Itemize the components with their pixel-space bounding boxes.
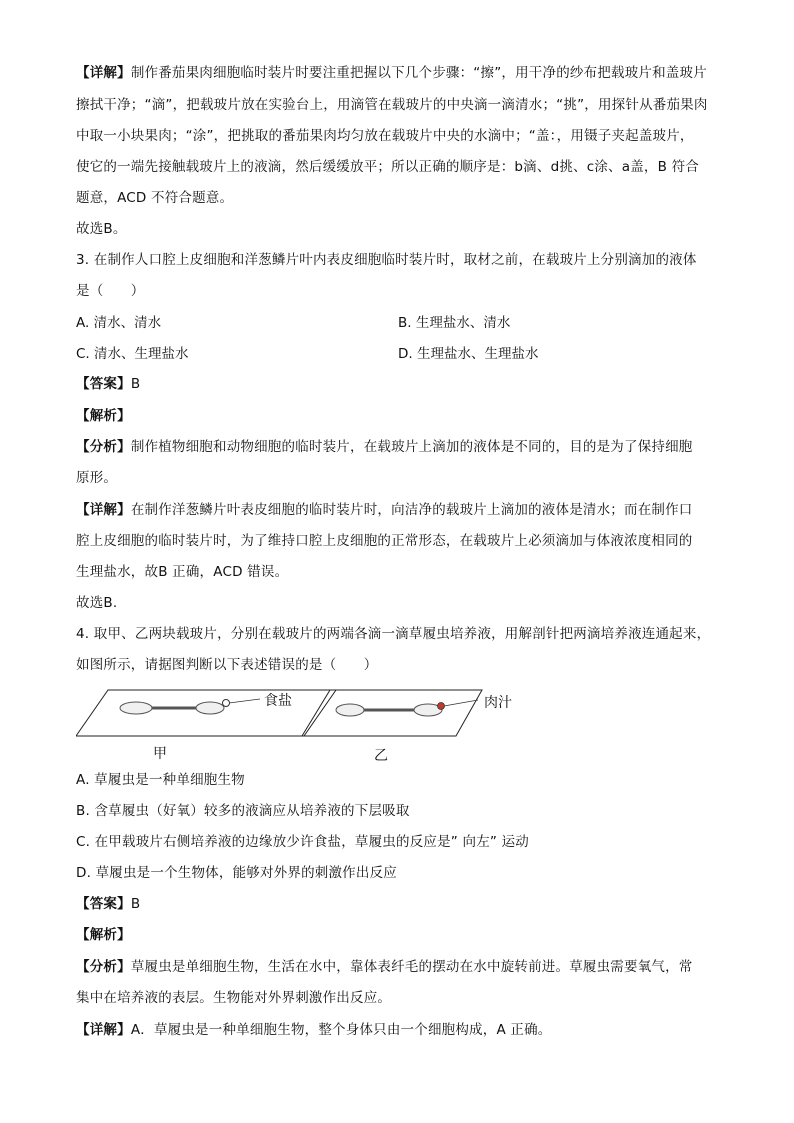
q3-option-d: D. 生理盐水、生理盐水 xyxy=(398,346,539,362)
q3-option-b: B. 生理盐水、清水 xyxy=(398,315,511,331)
salt-pointer xyxy=(229,699,260,703)
slide-yi xyxy=(302,690,482,736)
q4-detail-line-1 xyxy=(76,1020,551,1040)
q3-conclusion: 故选B. xyxy=(76,595,118,611)
analysis-tag: 【分析】 xyxy=(76,439,131,455)
meat-dot xyxy=(438,703,445,710)
detail-tag: 【详解】 xyxy=(76,1022,131,1038)
q4-option-d: D. 草履虫是一个生物体，能够对外界的刺激作出反应 xyxy=(76,865,397,881)
q4-answer xyxy=(76,894,140,914)
drop-yi-left xyxy=(336,704,364,716)
label-yi: 乙 xyxy=(374,748,388,764)
detail-line-5: 题意，ACD 不符合题意。 xyxy=(76,190,234,206)
analysis-text: 制作植物细胞和动物细胞的临时装片，在载玻片上滴加的液体是不同的，目的是为了保持细胞 xyxy=(130,439,693,455)
answer-tag: 【答案】 xyxy=(76,376,131,392)
detail-tag: 【详解】 xyxy=(76,65,131,81)
analysis-text: 草履虫是单细胞生物，生活在水中，靠体表纤毛的摆动在水中旋转前进。草履虫需要氧气，常 xyxy=(130,959,693,975)
label-jia: 甲 xyxy=(153,746,167,762)
answer-value: B xyxy=(130,896,141,912)
detail-line-4: 使它的一端先接触载玻片上的液滴，然后缓缓放平；所以正确的顺序是：b滴、d挑、c涂、a盖，B 符合 xyxy=(76,159,699,175)
detail-tag: 【详解】 xyxy=(76,502,131,518)
q3-detail-line-2: 腔上皮细胞的临时装片时，为了维持口腔上皮细胞的正常形态，在载玻片上必须滴加与体液浓度相同的 xyxy=(76,533,693,549)
q3-stem-line-2: 是（ ） xyxy=(76,283,145,299)
answer-value: B xyxy=(130,376,141,392)
q3-option-c: C. 清水、生理盐水 xyxy=(76,346,189,362)
q4-option-a: A. 草履虫是一种单细胞生物 xyxy=(76,772,245,788)
detail-text: 制作番茄果肉细胞临时装片时要注重把握以下几个步骤：“擦”，用干净的纱布把载玻片和盖玻片 xyxy=(130,65,707,81)
analysis-tag: 【分析】 xyxy=(76,959,131,975)
slides-figure xyxy=(76,686,536,766)
q4-option-c: C. 在甲载玻片右侧培养液的边缘放少许食盐，草履虫的反应是” 向左” 运动 xyxy=(76,834,529,850)
q4-stem-line-1: 4. 取甲、乙两块载玻片，分别在载玻片的两端各滴一滴草履虫培养液，用解剖针把两滴培养液连通起来， xyxy=(76,626,711,642)
q4-analysis-heading: 【解析】 xyxy=(76,927,131,943)
q3-analysis-line-1 xyxy=(76,437,693,457)
q3-option-a: A. 清水、清水 xyxy=(76,315,162,331)
detail-text: 在制作洋葱鳞片叶表皮细胞的临时装片时，向洁净的载玻片上滴加的液体是清水；而在制作口 xyxy=(130,502,693,518)
drop-jia-right xyxy=(196,702,224,714)
q3-detail-line-3: 生理盐水，故B 正确，ACD 错误。 xyxy=(76,564,289,580)
answer-tag: 【答案】 xyxy=(76,896,131,912)
label-meat: 肉汁 xyxy=(484,695,512,711)
salt-dot xyxy=(223,700,230,707)
detail-line-2: 擦拭干净；“滴”，把载玻片放在实验台上，用滴管在载玻片的中央滴一滴清水；“挑”，用探针从番茄果肉 xyxy=(76,97,708,113)
detail-line-1 xyxy=(76,63,707,83)
q3-answer xyxy=(76,374,140,394)
detail-line-3: 中取一小块果肉；“涂”，把挑取的番茄果肉均匀放在载玻片中央的水滴中；“盖：，用镊子夹起盖玻片， xyxy=(76,128,694,144)
q3-analysis-heading: 【解析】 xyxy=(76,408,131,424)
slides-diagram xyxy=(76,686,536,766)
q4-option-b: B. 含草履虫（好氧）较多的液滴应从培养液的下层吸取 xyxy=(76,803,410,819)
q4-analysis-line-2: 集中在培养液的表层。生物能对外界刺激作出反应。 xyxy=(76,990,392,1006)
detail-text: A．草履虫是一种单细胞生物，整个身体只由一个细胞构成，A 正确。 xyxy=(130,1022,552,1038)
q3-analysis-line-2: 原形。 xyxy=(76,470,118,486)
label-salt: 食盐 xyxy=(264,693,292,709)
q3-detail-line-1 xyxy=(76,500,693,520)
q4-stem-line-2: 如图所示，请据图判断以下表述错误的是（ ） xyxy=(76,657,378,673)
q4-analysis-line-1 xyxy=(76,957,693,977)
drop-jia-left xyxy=(120,702,152,714)
conclusion-1: 故选B。 xyxy=(76,221,127,237)
q3-stem-line-1: 3. 在制作人口腔上皮细胞和洋葱鳞片叶内表皮细胞临时装片时，取材之前，在载玻片上分别滴加的液体 xyxy=(76,252,697,268)
